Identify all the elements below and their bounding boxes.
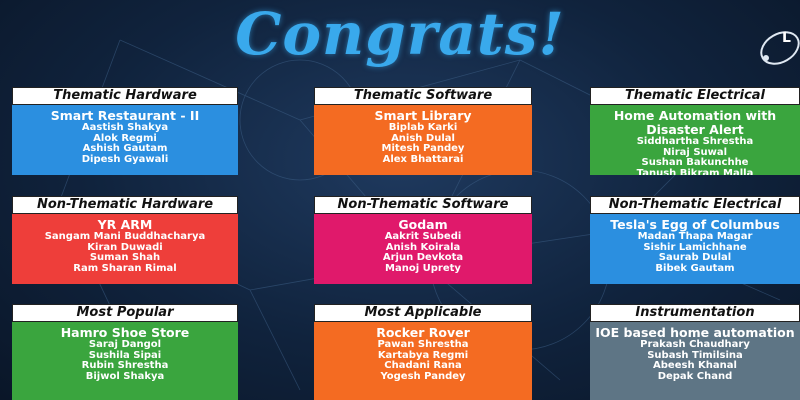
award-heading: Thematic Hardware (12, 87, 238, 105)
team-member: Ram Sharan Rimal (73, 262, 177, 274)
award-heading: Most Popular (12, 304, 238, 322)
award-card-instrumentation (590, 304, 800, 400)
team-member: Suman Shah (89, 252, 161, 263)
logo-letter: L (782, 30, 791, 46)
team-member: Sushan Bakunchhe (641, 157, 749, 168)
award-heading: Non-Thematic Software (314, 196, 532, 214)
award-card-thematic-hardware (12, 87, 238, 175)
team-member: Prakash Chaudhary (640, 339, 750, 350)
project-name: YR ARM (97, 217, 153, 232)
award-card-non-thematic-software (314, 196, 532, 284)
team-member: Sangam Mani Buddhacharya (44, 231, 206, 242)
team-member: Bibek Gautam (655, 262, 735, 274)
project-name: Tesla's Egg of Columbus (610, 217, 780, 232)
award-card-most-popular (12, 304, 238, 400)
team-member: Pawan Shrestha (377, 339, 469, 350)
project-name: Godam (398, 217, 448, 232)
team-member: Yogesh Pandey (380, 370, 466, 382)
award-heading: Thematic Software (314, 87, 532, 105)
award-card-thematic-electrical (590, 87, 800, 175)
award-heading: Non-Thematic Electrical (590, 196, 800, 214)
award-heading: Instrumentation (590, 304, 800, 322)
project-name: Hamro Shoe Store (60, 325, 190, 340)
team-member: Ashish Gautam (82, 143, 168, 154)
logo-icon (752, 18, 800, 78)
project-name: IOE based home automation (595, 325, 795, 340)
team-member: Rubin Shrestha (81, 360, 169, 371)
team-member: Mitesh Pandey (381, 143, 465, 154)
team-member: Anish Dulal (391, 132, 455, 144)
award-card-non-thematic-hardware (12, 196, 238, 284)
team-member: Arjun Devkota (382, 252, 464, 263)
award-heading: Non-Thematic Hardware (12, 196, 238, 214)
team-member: Anish Koirala (385, 241, 461, 253)
team-member: Niraj Suwal (662, 146, 728, 158)
team-member: Aastish Shakya (81, 122, 169, 133)
team-member: Kiran Duwadi (87, 241, 163, 253)
team-member: Alok Regmi (93, 132, 157, 144)
team-member: Tanush Bikram Malla (636, 167, 754, 175)
award-card-non-thematic-electrical (590, 196, 800, 284)
team-member: Subash Timilsina (647, 349, 743, 361)
team-member: Saraj Dangol (88, 339, 162, 350)
team-member: Sushila Sipai (88, 349, 162, 361)
team-member: Madan Thapa Magar (637, 231, 753, 242)
team-member: Siddhartha Shrestha (636, 136, 754, 147)
project-name: Home Automation with Disaster Alert (613, 108, 777, 137)
project-name: Smart Library (374, 108, 472, 123)
team-member: Bijwol Shakya (85, 370, 165, 382)
team-member: Chadani Rana (384, 360, 462, 371)
team-member: Abeesh Khanal (653, 360, 737, 371)
team-member: Dipesh Gyawali (81, 153, 169, 165)
award-card-most-applicable (314, 304, 532, 400)
team-member: Aakrit Subedi (384, 231, 462, 242)
team-member: Manoj Uprety (385, 262, 461, 274)
congrats-title: Congrats! (235, 0, 565, 68)
award-heading: Thematic Electrical (590, 87, 800, 105)
team-member: Alex Bhattarai (382, 153, 464, 165)
award-heading: Most Applicable (314, 304, 532, 322)
project-name: Rocker Rover (376, 325, 470, 340)
award-card-thematic-software (314, 87, 532, 175)
project-name: Smart Restaurant - II (50, 108, 200, 123)
team-member: Depak Chand (657, 370, 733, 382)
team-member: Saurab Dulal (658, 252, 732, 263)
team-member: Sishir Lamichhane (643, 241, 747, 253)
team-member: Biplab Karki (388, 122, 458, 133)
team-member: Kartabya Regmi (377, 349, 469, 361)
